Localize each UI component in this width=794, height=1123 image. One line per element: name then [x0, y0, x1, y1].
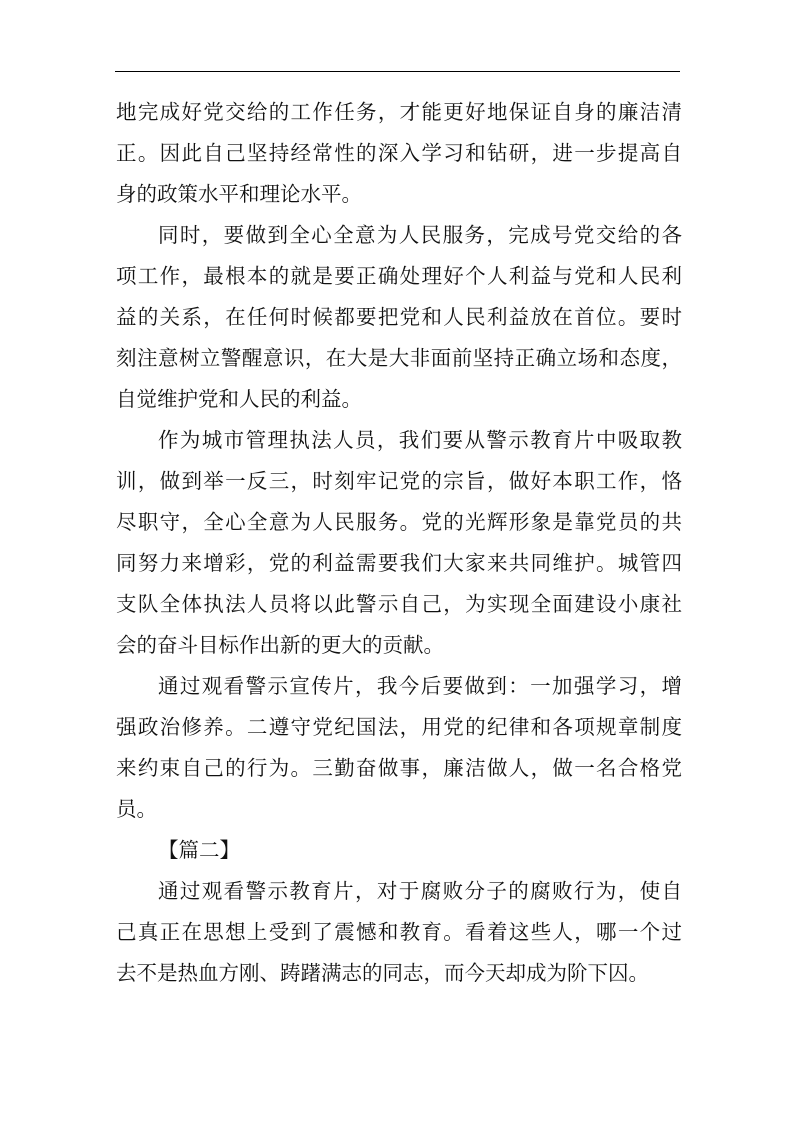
document-body [116, 92, 682, 994]
text-line: 同时，要做到全心全意为人民服务，完成号党交给的各 [158, 223, 682, 247]
text-line: 刻注意树立警醒意识，在大是大非面前坚持正确立场和态度， [116, 346, 682, 370]
paragraph-4 [116, 666, 682, 830]
text-line: 作为城市管理执法人员，我们要从警示教育片中吸取教 [158, 428, 682, 452]
section-heading: 【篇二】 [158, 838, 240, 862]
text-line: 地完成好党交给的工作任务，才能更好地保证自身的廉洁清 [116, 100, 682, 124]
text-line: 项工作，最根本的就是要正确处理好个人利益与党和人民利 [116, 264, 682, 288]
paragraph-3 [116, 420, 682, 666]
paragraph-1 [116, 92, 682, 215]
text-line: 来约束自己的行为。三勤奋做事，廉洁做人，做一名合格党 [116, 756, 682, 780]
text-line: 强政治修养。二遵守党纪国法，用党的纪律和各项规章制度 [116, 715, 682, 739]
text-line: 员。 [116, 797, 157, 821]
text-line: 尽职守，全心全意为人民服务。党的光辉形象是靠党员的共 [116, 510, 682, 534]
text-line: 会的奋斗目标作出新的更大的贡献。 [116, 633, 444, 657]
paragraph-2 [116, 215, 682, 420]
text-line: 支队全体执法人员将以此警示自己，为实现全面建设小康社 [116, 592, 682, 616]
text-line: 通过观看警示教育片，对于腐败分子的腐败行为，使自 [158, 879, 682, 903]
header-rule [115, 71, 680, 72]
text-line: 益的关系，在任何时候都要把党和人民利益放在首位。要时 [116, 305, 682, 329]
text-line: 己真正在思想上受到了震憾和教育。看着这些人，哪一个过 [116, 920, 682, 944]
text-line: 去不是热血方刚、踌躇满志的同志，而今天却成为阶下囚。 [116, 961, 649, 985]
paragraph-5 [116, 871, 682, 994]
text-line: 通过观看警示宣传片，我今后要做到：一加强学习，增 [158, 674, 682, 698]
text-line: 正。因此自己坚持经常性的深入学习和钻研，进一步提高自 [116, 141, 682, 165]
text-line: 自觉维护党和人民的利益。 [116, 387, 362, 411]
text-line: 身的政策水平和理论水平。 [116, 182, 362, 206]
text-line: 同努力来增彩，党的利益需要我们大家来共同维护。城管四 [116, 551, 682, 575]
text-line: 训，做到举一反三，时刻牢记党的宗旨，做好本职工作，恪 [116, 469, 682, 493]
